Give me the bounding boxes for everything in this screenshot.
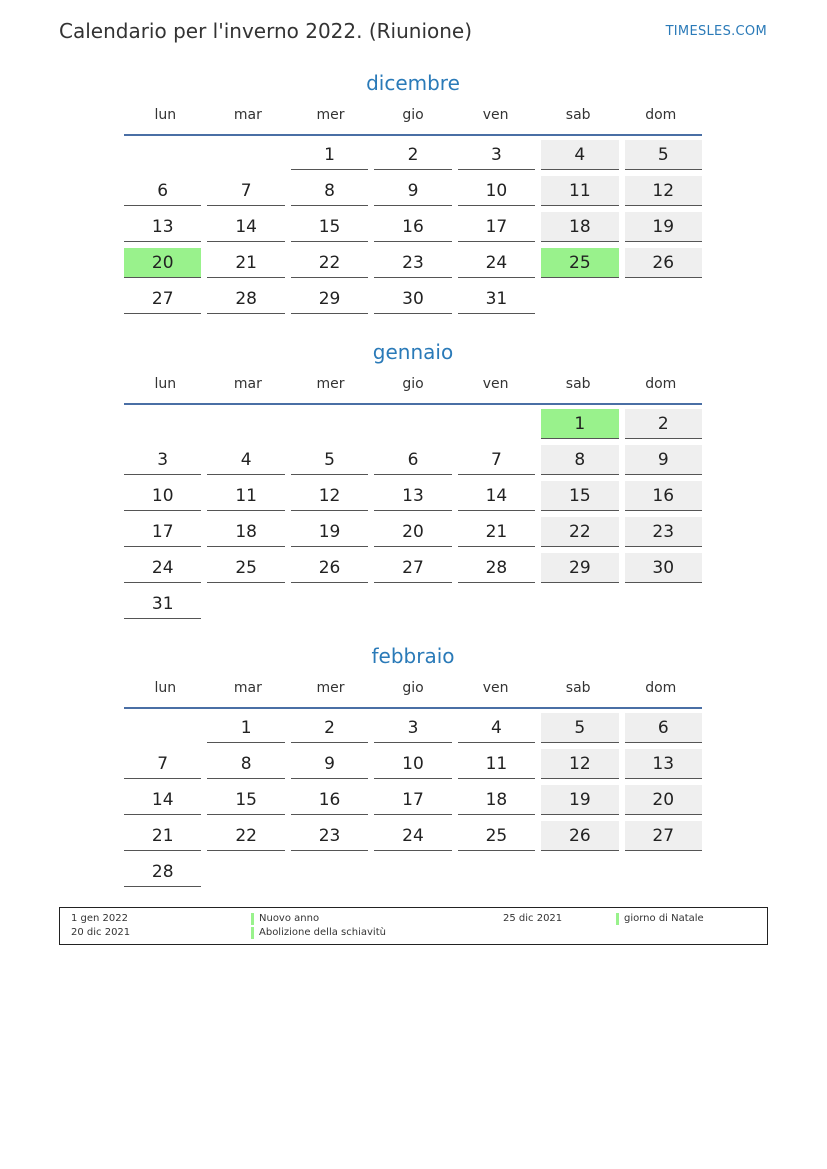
weekday-header (124, 677, 702, 709)
weekday-label: mar (233, 680, 262, 696)
day-cell: 7 (124, 749, 201, 779)
day-cell: 23 (374, 248, 451, 278)
month-block (124, 643, 702, 893)
day-cell: 19 (625, 212, 702, 242)
day-cell: 27 (625, 821, 702, 851)
legend-holiday-name: giorno di Natale (616, 913, 704, 925)
week-row (124, 248, 702, 284)
day-cell: 28 (207, 284, 284, 314)
day-cell: 13 (124, 212, 201, 242)
week-row (124, 785, 702, 821)
day-cell: 30 (374, 284, 451, 314)
week-row (124, 713, 702, 749)
week-row (124, 481, 702, 517)
legend-holiday-name: Nuovo anno (251, 913, 319, 925)
weekday-label: gio (402, 680, 424, 696)
day-cell: 16 (374, 212, 451, 242)
weekday-label: ven (482, 107, 509, 123)
empty-cell (625, 857, 702, 887)
week-row (124, 409, 702, 445)
day-cell: 11 (458, 749, 535, 779)
month-name: febbraio (371, 644, 455, 668)
day-cell: 3 (374, 713, 451, 743)
empty-cell (124, 409, 201, 439)
day-cell: 27 (374, 553, 451, 583)
day-cell: 23 (291, 821, 368, 851)
month-name: gennaio (372, 340, 454, 364)
day-cell: 10 (458, 176, 535, 206)
day-cell: 8 (207, 749, 284, 779)
day-cell: 31 (124, 589, 201, 619)
day-cell: 21 (207, 248, 284, 278)
month-block (124, 339, 702, 625)
weekday-label: sab (565, 680, 591, 696)
day-cell: 9 (374, 176, 451, 206)
week-row (124, 445, 702, 481)
day-cell: 31 (458, 284, 535, 314)
day-cell: 3 (458, 140, 535, 170)
weekday-label: sab (565, 107, 591, 123)
day-cell: 22 (291, 248, 368, 278)
weekday-label: mer (316, 680, 345, 696)
day-cell: 29 (541, 553, 618, 583)
day-cell: 1 (291, 140, 368, 170)
empty-cell (541, 857, 618, 887)
day-cell: 21 (124, 821, 201, 851)
day-cell: 18 (458, 785, 535, 815)
day-cell: 14 (124, 785, 201, 815)
month-name: dicembre (366, 71, 460, 95)
day-cell: 28 (124, 857, 201, 887)
page-title: Calendario per l'inverno 2022. (Riunione) (59, 19, 473, 43)
empty-cell (124, 140, 201, 170)
day-cell: 11 (207, 481, 284, 511)
day-cell: 19 (291, 517, 368, 547)
weekday-label: dom (645, 680, 677, 696)
day-cell: 18 (207, 517, 284, 547)
day-cell: 21 (458, 517, 535, 547)
day-cell: 5 (625, 140, 702, 170)
week-row (124, 140, 702, 176)
day-cell: 20 (625, 785, 702, 815)
legend-date: 1 gen 2022 (71, 913, 129, 924)
empty-cell (374, 589, 451, 619)
day-cell: 29 (291, 284, 368, 314)
day-cell: 16 (291, 785, 368, 815)
legend-holiday-name: Abolizione della schiavitù (251, 927, 386, 939)
holiday-legend (59, 907, 768, 945)
empty-cell (541, 284, 618, 314)
weekday-label: mar (233, 376, 262, 392)
day-cell: 25 (458, 821, 535, 851)
day-cell: 1 (541, 409, 618, 439)
day-cell: 9 (291, 749, 368, 779)
day-cell: 17 (124, 517, 201, 547)
week-row (124, 212, 702, 248)
day-cell: 10 (374, 749, 451, 779)
day-cell: 25 (207, 553, 284, 583)
weekday-label: gio (402, 107, 424, 123)
day-cell: 22 (541, 517, 618, 547)
week-row (124, 284, 702, 320)
day-cell: 17 (374, 785, 451, 815)
empty-cell (625, 589, 702, 619)
day-cell: 12 (625, 176, 702, 206)
day-cell: 10 (124, 481, 201, 511)
day-cell: 12 (541, 749, 618, 779)
empty-cell (374, 857, 451, 887)
day-cell: 2 (374, 140, 451, 170)
day-cell: 13 (374, 481, 451, 511)
day-cell: 16 (625, 481, 702, 511)
weekday-header (124, 104, 702, 136)
day-cell: 6 (374, 445, 451, 475)
empty-cell (458, 589, 535, 619)
day-cell: 6 (625, 713, 702, 743)
legend-date: 20 dic 2021 (71, 927, 131, 938)
month-grid (124, 405, 702, 625)
week-row (124, 749, 702, 785)
week-row (124, 517, 702, 553)
weekday-header (124, 373, 702, 405)
day-cell: 3 (124, 445, 201, 475)
empty-cell (207, 140, 284, 170)
day-cell: 23 (625, 517, 702, 547)
weekday-label: ven (482, 680, 509, 696)
day-cell: 17 (458, 212, 535, 242)
day-cell: 5 (291, 445, 368, 475)
day-cell: 5 (541, 713, 618, 743)
day-cell: 6 (124, 176, 201, 206)
weekday-label: dom (645, 376, 677, 392)
week-row (124, 589, 702, 625)
day-cell: 30 (625, 553, 702, 583)
weekday-label: dom (645, 107, 677, 123)
day-cell: 15 (541, 481, 618, 511)
empty-cell (374, 409, 451, 439)
empty-cell (291, 589, 368, 619)
day-cell: 14 (207, 212, 284, 242)
week-row (124, 857, 702, 893)
day-cell: 24 (374, 821, 451, 851)
day-cell: 15 (291, 212, 368, 242)
day-cell: 18 (541, 212, 618, 242)
day-cell: 26 (541, 821, 618, 851)
day-cell: 19 (541, 785, 618, 815)
day-cell: 24 (458, 248, 535, 278)
day-cell: 12 (291, 481, 368, 511)
weekday-label: ven (482, 376, 509, 392)
weekday-label: gio (402, 376, 424, 392)
day-cell: 7 (458, 445, 535, 475)
weekday-label: mer (316, 107, 345, 123)
month-grid (124, 136, 702, 320)
day-cell: 8 (291, 176, 368, 206)
day-cell: 14 (458, 481, 535, 511)
weekday-label: lun (154, 107, 177, 123)
empty-cell (207, 857, 284, 887)
day-cell: 26 (625, 248, 702, 278)
day-cell: 9 (625, 445, 702, 475)
day-cell: 28 (458, 553, 535, 583)
weekday-label: mer (316, 376, 345, 392)
day-cell: 24 (124, 553, 201, 583)
weekday-label: sab (565, 376, 591, 392)
weekday-label: mar (233, 107, 262, 123)
empty-cell (124, 713, 201, 743)
day-cell: 2 (291, 713, 368, 743)
empty-cell (541, 589, 618, 619)
month-block (124, 70, 702, 320)
day-cell: 27 (124, 284, 201, 314)
day-cell: 22 (207, 821, 284, 851)
legend-date: 25 dic 2021 (503, 913, 563, 924)
day-cell: 11 (541, 176, 618, 206)
day-cell: 20 (374, 517, 451, 547)
week-row (124, 176, 702, 212)
empty-cell (207, 409, 284, 439)
empty-cell (291, 409, 368, 439)
week-row (124, 821, 702, 857)
empty-cell (458, 409, 535, 439)
day-cell: 4 (541, 140, 618, 170)
day-cell: 13 (625, 749, 702, 779)
day-cell: 2 (625, 409, 702, 439)
day-cell: 4 (207, 445, 284, 475)
day-cell: 26 (291, 553, 368, 583)
day-cell: 15 (207, 785, 284, 815)
weekday-label: lun (154, 680, 177, 696)
day-cell: 8 (541, 445, 618, 475)
day-cell: 20 (124, 248, 201, 278)
day-cell: 4 (458, 713, 535, 743)
day-cell: 25 (541, 248, 618, 278)
day-cell: 1 (207, 713, 284, 743)
empty-cell (458, 857, 535, 887)
month-grid (124, 709, 702, 893)
week-row (124, 553, 702, 589)
site-link[interactable]: TIMESLES.COM (665, 24, 767, 39)
day-cell: 7 (207, 176, 284, 206)
weekday-label: lun (154, 376, 177, 392)
empty-cell (207, 589, 284, 619)
empty-cell (291, 857, 368, 887)
empty-cell (625, 284, 702, 314)
